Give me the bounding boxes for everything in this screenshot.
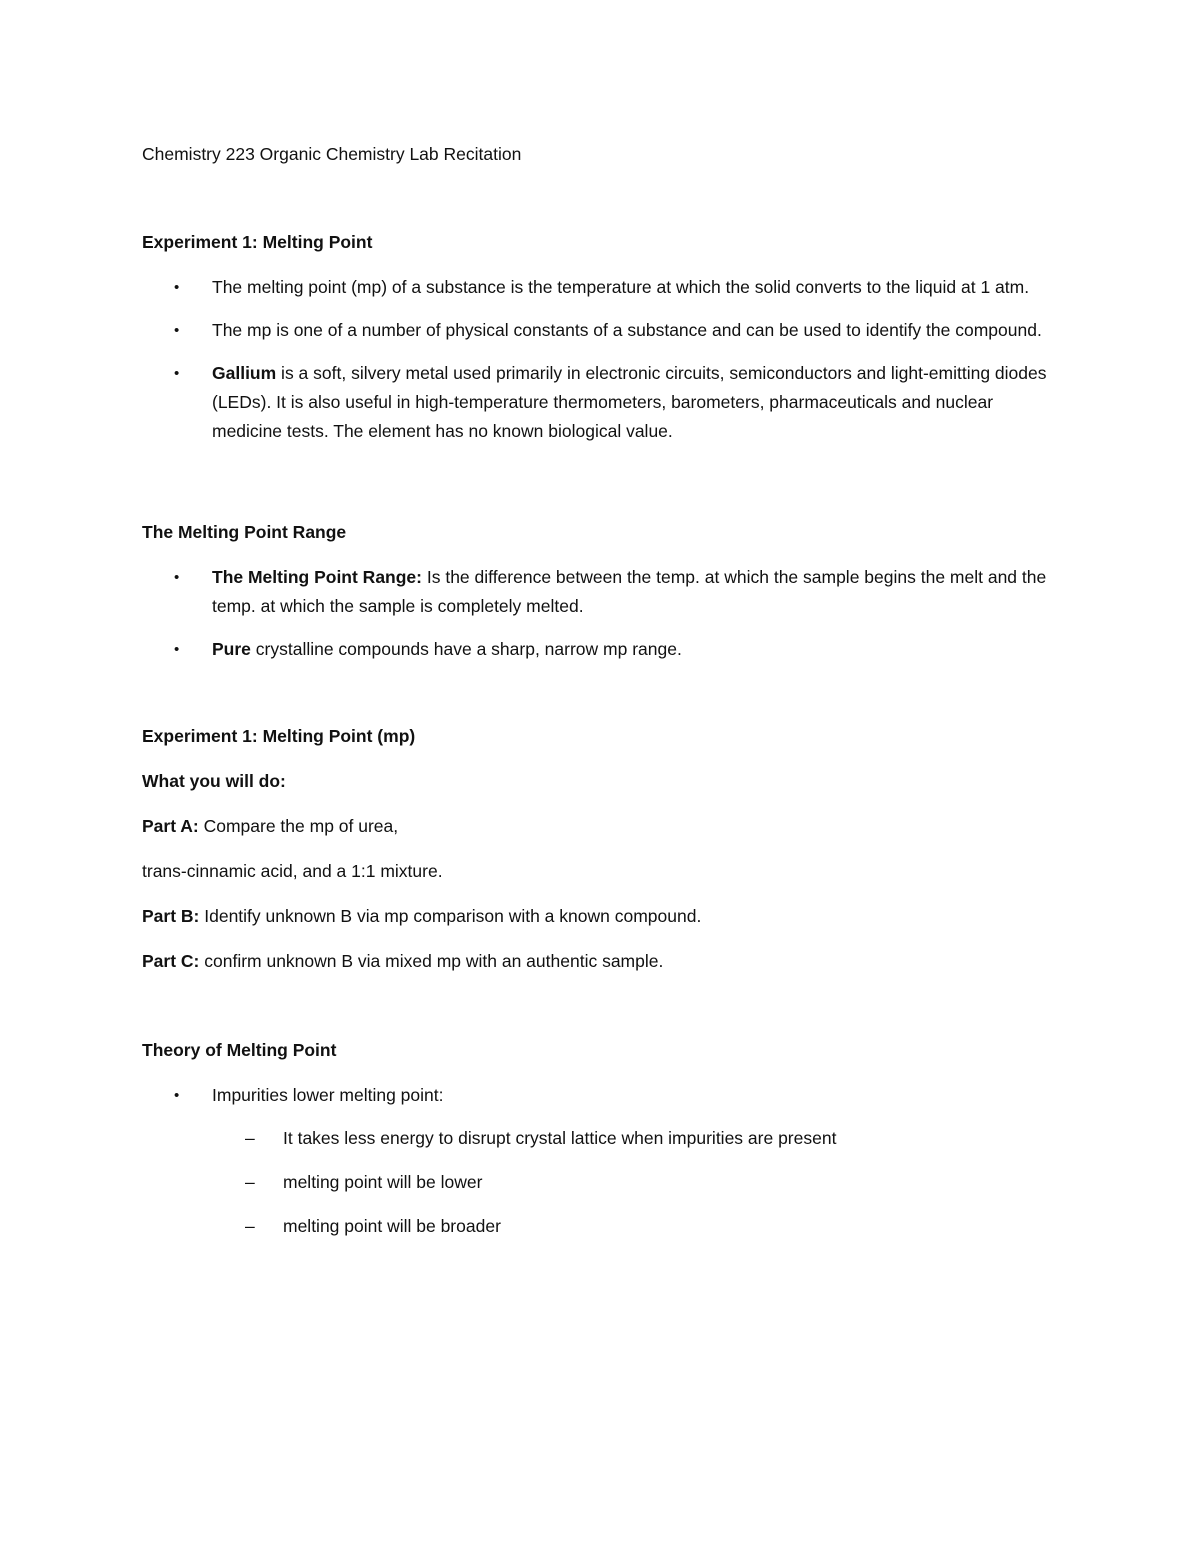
experiment-1-bullet-list [142,273,1062,446]
subpoint-item: – melting point will be broader [142,1212,1062,1241]
bullet-item: • Impurities lower melting point: [142,1081,1062,1110]
gallium-term: Gallium [212,363,277,383]
bullet-item: • Gallium is a soft, silvery metal used primarily in electronic circuits, semiconductors and light-emitting diodes (LEDs). It is also useful in high-temperature thermometers, barometers, pharmaceuticals and nuclear medicine tests. The element has no known biological value. [142,359,1062,446]
document-title: Chemistry 223 Organic Chemistry Lab Recitation [142,144,522,164]
section-heading-experiment-1: Experiment 1: Melting Point [142,232,373,252]
section-heading-melting-point-range: The Melting Point Range [142,522,347,542]
subpoint-item: – melting point will be lower [142,1168,1062,1197]
bullet-item: • The mp is one of a number of physical constants of a substance and can be used to identify the compound. [142,316,1062,345]
theory-bullet-list [142,1081,1062,1110]
subpoint-item: – It takes less energy to disrupt crystal lattice when impurities are present [142,1124,1062,1153]
part-c-line: Part C: confirm unknown B via mixed mp with an authentic sample. [142,951,664,971]
document-body [142,140,1062,1256]
what-you-will-do-heading: What you will do: [142,771,286,791]
part-a-line: Part A: Compare the mp of urea, [142,816,399,836]
melting-range-bullet-list [142,563,1062,664]
part-a-continuation: trans-cinnamic acid, and a 1:1 mixture. [142,861,443,881]
section-heading-theory: Theory of Melting Point [142,1040,337,1060]
bullet-item: • The melting point (mp) of a substance is the temperature at which the solid converts to the liquid at 1 atm. [142,273,1062,302]
bullet-item: • Pure crystalline compounds have a sharp, narrow mp range. [142,635,1062,664]
theory-subpoint-list [142,1124,1062,1241]
section-heading-experiment-1-mp: Experiment 1: Melting Point (mp) [142,726,416,746]
part-b-line: Part B: Identify unknown B via mp comparison with a known compound. [142,906,702,926]
bullet-item: • The Melting Point Range: Is the difference between the temp. at which the sample begins the melt and the temp. at which the sample is completely melted. [142,563,1062,621]
